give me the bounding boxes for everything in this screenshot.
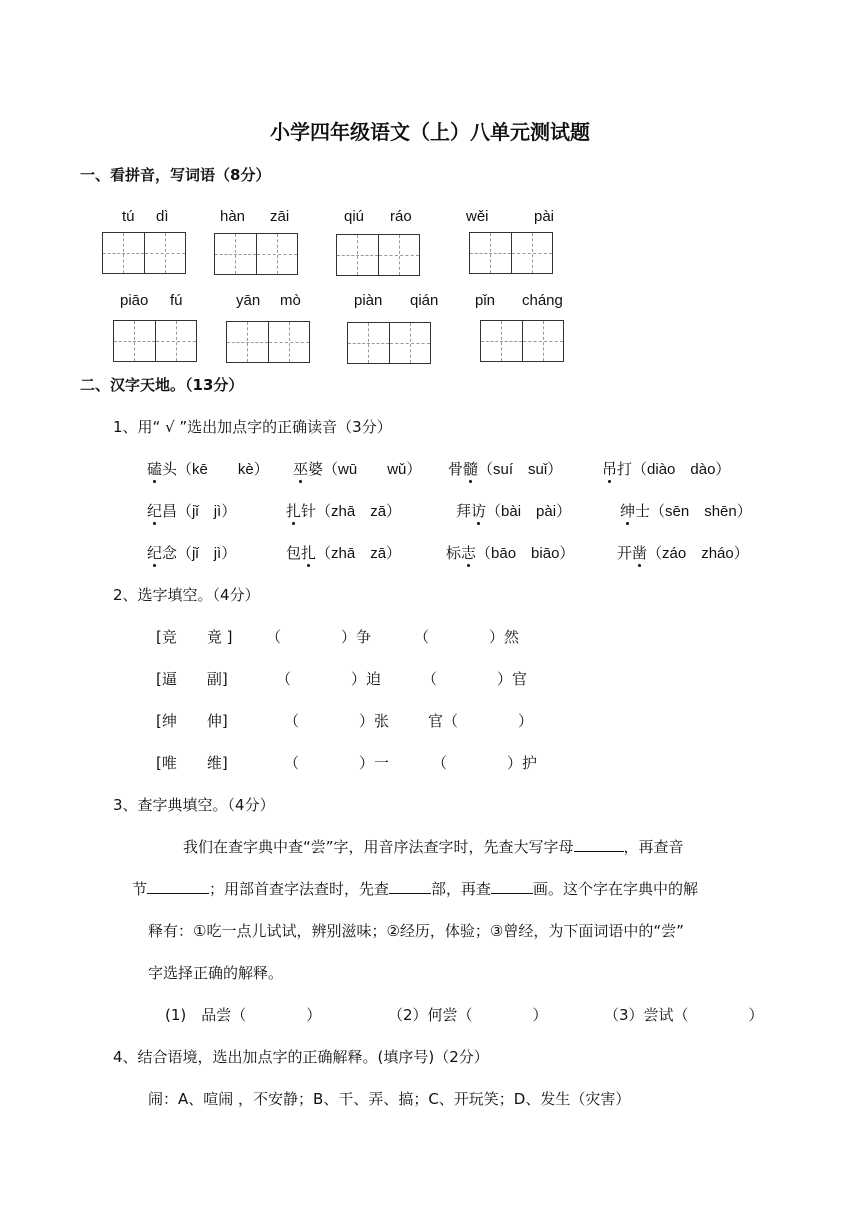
- pronunciation-item[interactable]: 扎针（zhā zā）: [286, 502, 402, 520]
- writing-grid[interactable]: [113, 320, 197, 362]
- question-4-label: 4、结合语境，选出加点字的正确解释。(填序号)（2分）: [113, 1048, 489, 1066]
- pronunciation-item[interactable]: 巫婆（wū wǔ）: [293, 460, 422, 478]
- fill-blank[interactable]: （ ）一: [284, 754, 390, 772]
- pinyin: mò: [280, 292, 301, 309]
- pronunciation-item[interactable]: 纪念（jǐ jì）: [147, 544, 237, 562]
- pinyin: qián: [410, 292, 439, 309]
- pinyin: tú: [122, 208, 135, 225]
- writing-grid[interactable]: [347, 322, 431, 364]
- pinyin: piāo: [120, 292, 149, 309]
- question-3-label: 3、查字典填空。（4分）: [113, 796, 275, 814]
- pronunciation-item[interactable]: 标志（bāo biāo）: [446, 544, 575, 562]
- fill-blank[interactable]: 官（ ）: [428, 712, 534, 730]
- fill-blank[interactable]: （ ）护: [432, 754, 538, 772]
- pronunciation-item[interactable]: 骨髓（suí suǐ）: [448, 460, 563, 478]
- q3-paragraph-line-4: 字选择正确的解释。: [148, 964, 284, 982]
- writing-grid[interactable]: [480, 320, 564, 362]
- pronunciation-item[interactable]: 开凿（záo zháo）: [617, 544, 749, 562]
- pronunciation-item[interactable]: 绅士（sēn shēn）: [620, 502, 752, 520]
- fill-blank[interactable]: （ ）争: [266, 628, 372, 646]
- writing-grid[interactable]: [102, 232, 186, 274]
- pinyin: dì: [156, 208, 169, 225]
- pinyin: pài: [534, 208, 555, 225]
- pinyin: piàn: [354, 292, 383, 309]
- section-2-heading: 二、汉字天地。（13分）: [80, 376, 244, 394]
- q3-choice[interactable]: （2）何尝（ ）: [388, 1006, 548, 1024]
- pinyin: wěi: [466, 208, 489, 225]
- pinyin: pǐn: [475, 292, 496, 309]
- pinyin: cháng: [522, 292, 563, 309]
- page-title: 小学四年级语文（上）八单元测试题: [270, 120, 590, 144]
- char-pair: [绅 伸]: [156, 712, 228, 730]
- fill-blank[interactable]: （ ）张: [284, 712, 390, 730]
- fill-blank[interactable]: （ ）迫: [276, 670, 382, 688]
- pronunciation-item[interactable]: 磕头（kē kè）: [147, 460, 269, 478]
- pinyin: yān: [236, 292, 261, 309]
- pinyin: qiú: [344, 208, 365, 225]
- q3-paragraph-line-3: 释有：①吃一点儿试试，辨别滋味；②经历，体验；③曾经，为下面词语中的“尝”: [148, 922, 684, 940]
- q4-definitions: 闹：A、喧闹 ，不安静；B、干、弄、搞；C、开玩笑；D、发生（灾害）: [148, 1090, 631, 1108]
- answer-blank[interactable]: [491, 879, 533, 894]
- pronunciation-item[interactable]: 拜访（bài pài）: [456, 502, 572, 520]
- fill-blank[interactable]: （ ）然: [414, 628, 520, 646]
- answer-blank[interactable]: [574, 837, 624, 852]
- q3-choice[interactable]: （3）尝试（ ）: [604, 1006, 764, 1024]
- writing-grid[interactable]: [469, 232, 553, 274]
- pinyin: hàn: [220, 208, 246, 225]
- q3-paragraph-line-1: 我们在查字典中查“尝”字，用音序法查字时，先查大写字母 ，再查音: [183, 838, 684, 856]
- char-pair: [竞 竟 ]: [156, 628, 233, 646]
- char-pair: [唯 维]: [156, 754, 228, 772]
- question-2-label: 2、选字填空。（4分）: [113, 586, 260, 604]
- pronunciation-item[interactable]: 包扎（zhā zā）: [286, 544, 402, 562]
- answer-blank[interactable]: [147, 879, 209, 894]
- pinyin: fú: [170, 292, 183, 309]
- fill-blank[interactable]: （ ）官: [422, 670, 528, 688]
- writing-grid[interactable]: [336, 234, 420, 276]
- pronunciation-item[interactable]: 纪昌（jǐ jì）: [147, 502, 237, 520]
- answer-blank[interactable]: [389, 879, 431, 894]
- writing-grid[interactable]: [226, 321, 310, 363]
- q3-choice[interactable]: (1) 品尝（ ）: [165, 1006, 322, 1024]
- q3-paragraph-line-2: 节 ；用部首查字法查时，先查 部，再查 画。这个字在字典中的解: [132, 880, 699, 898]
- section-1-heading: 一、看拼音，写词语（8分）: [80, 166, 271, 184]
- char-pair: [逼 副]: [156, 670, 228, 688]
- question-1-label: 1、用“ √ ”选出加点字的正确读音（3分）: [113, 418, 392, 436]
- pronunciation-item[interactable]: 吊打（diào dào）: [602, 460, 731, 478]
- pinyin: ráo: [390, 208, 412, 225]
- pinyin: zāi: [270, 208, 290, 225]
- writing-grid[interactable]: [214, 233, 298, 275]
